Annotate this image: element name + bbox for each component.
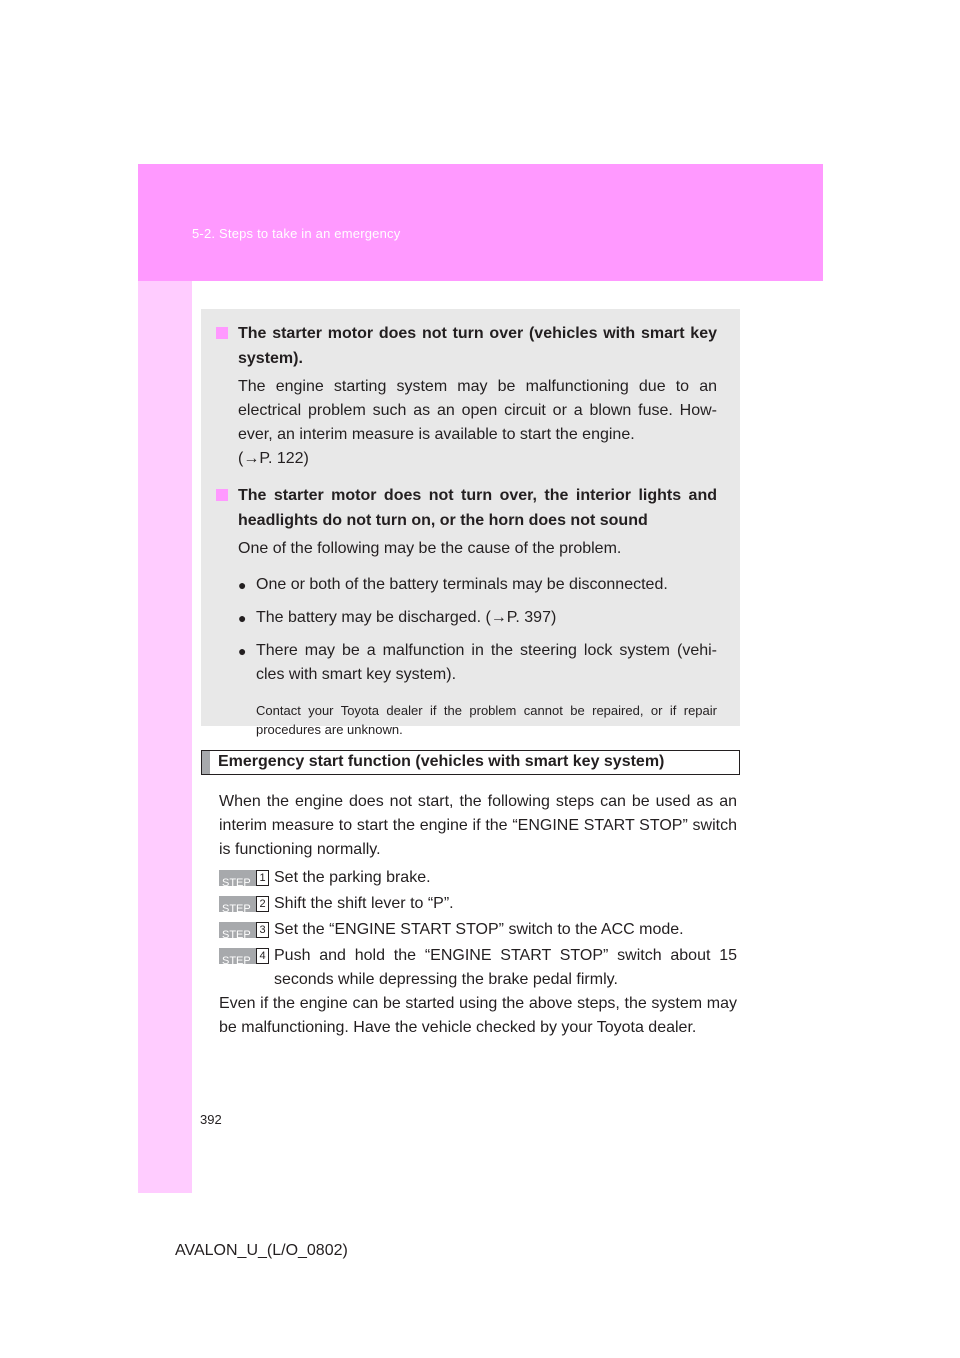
info-box xyxy=(201,309,740,737)
square-bullet-icon xyxy=(216,489,228,501)
section-label: 5-2. Steps to take in an emergency xyxy=(192,226,401,241)
step-badge: STEP 2 xyxy=(219,896,269,912)
list-item: ● One or both of the battery terminals may be disconnected. xyxy=(216,573,717,597)
list-item: ● There may be a malfunction in the steering lock system (vehi-cles with smart key system). xyxy=(216,639,717,687)
section-closing: Even if the engine can be started using the above steps, the system may be malfunctioning. Have the vehicle checked by your Toyota dealer. xyxy=(219,995,737,1036)
page-reference: (→P. 122) xyxy=(238,450,309,467)
square-bullet-icon xyxy=(216,327,228,339)
step-3: STEP 3 Set the “ENGINE START STOP” switch to the ACC mode. xyxy=(219,918,737,942)
step-badge: STEP 3 xyxy=(219,922,269,938)
heading-accent xyxy=(202,751,210,774)
info-text-1: The engine starting system may be malfunctioning due to an electrical problem such as an open circuit or a blown fuse. How-ever, an interim measure is available to start the engine. (→P. 122) xyxy=(238,378,717,467)
header-band xyxy=(138,164,823,281)
bullet-dot-icon: ● xyxy=(238,577,247,593)
step-badge: STEP 4 xyxy=(219,948,269,964)
step-1: STEP 1 Set the parking brake. xyxy=(219,866,737,890)
info-text-2: One of the following may be the cause of the problem. xyxy=(238,540,622,557)
step-4: STEP 4 Push and hold the “ENGINE START STOP” switch about 15 seconds while depressing the brake pedal firmly. xyxy=(219,944,737,992)
section-heading xyxy=(201,750,740,775)
bullet-dot-icon: ● xyxy=(238,610,247,626)
bullet-dot-icon: ● xyxy=(238,643,247,659)
step-badge: STEP 1 xyxy=(219,870,269,886)
step-2: STEP 2 Shift the shift lever to “P”. xyxy=(219,892,737,916)
section-title: Emergency start function (vehicles with smart key system) xyxy=(218,753,665,770)
info-heading-1: The starter motor does not turn over (vehicles with smart key system). xyxy=(216,321,717,371)
info-heading-2: The starter motor does not turn over, the interior lights and headlights do not turn on, or the horn does not sound xyxy=(216,483,717,533)
section-intro: When the engine does not start, the following steps can be used as an interim measure to start the engine if the “ENGINE START STOP” switch is functioning normally. xyxy=(219,793,737,858)
footer-code: AVALON_U_(L/O_0802) xyxy=(175,1242,348,1259)
side-band xyxy=(138,281,192,1193)
list-item: ● The battery may be discharged. (→P. 397) xyxy=(216,606,717,630)
info-note: Contact your Toyota dealer if the problem cannot be repaired, or if repair procedures are unknown. xyxy=(256,703,717,737)
page-number: 392 xyxy=(200,1112,222,1127)
